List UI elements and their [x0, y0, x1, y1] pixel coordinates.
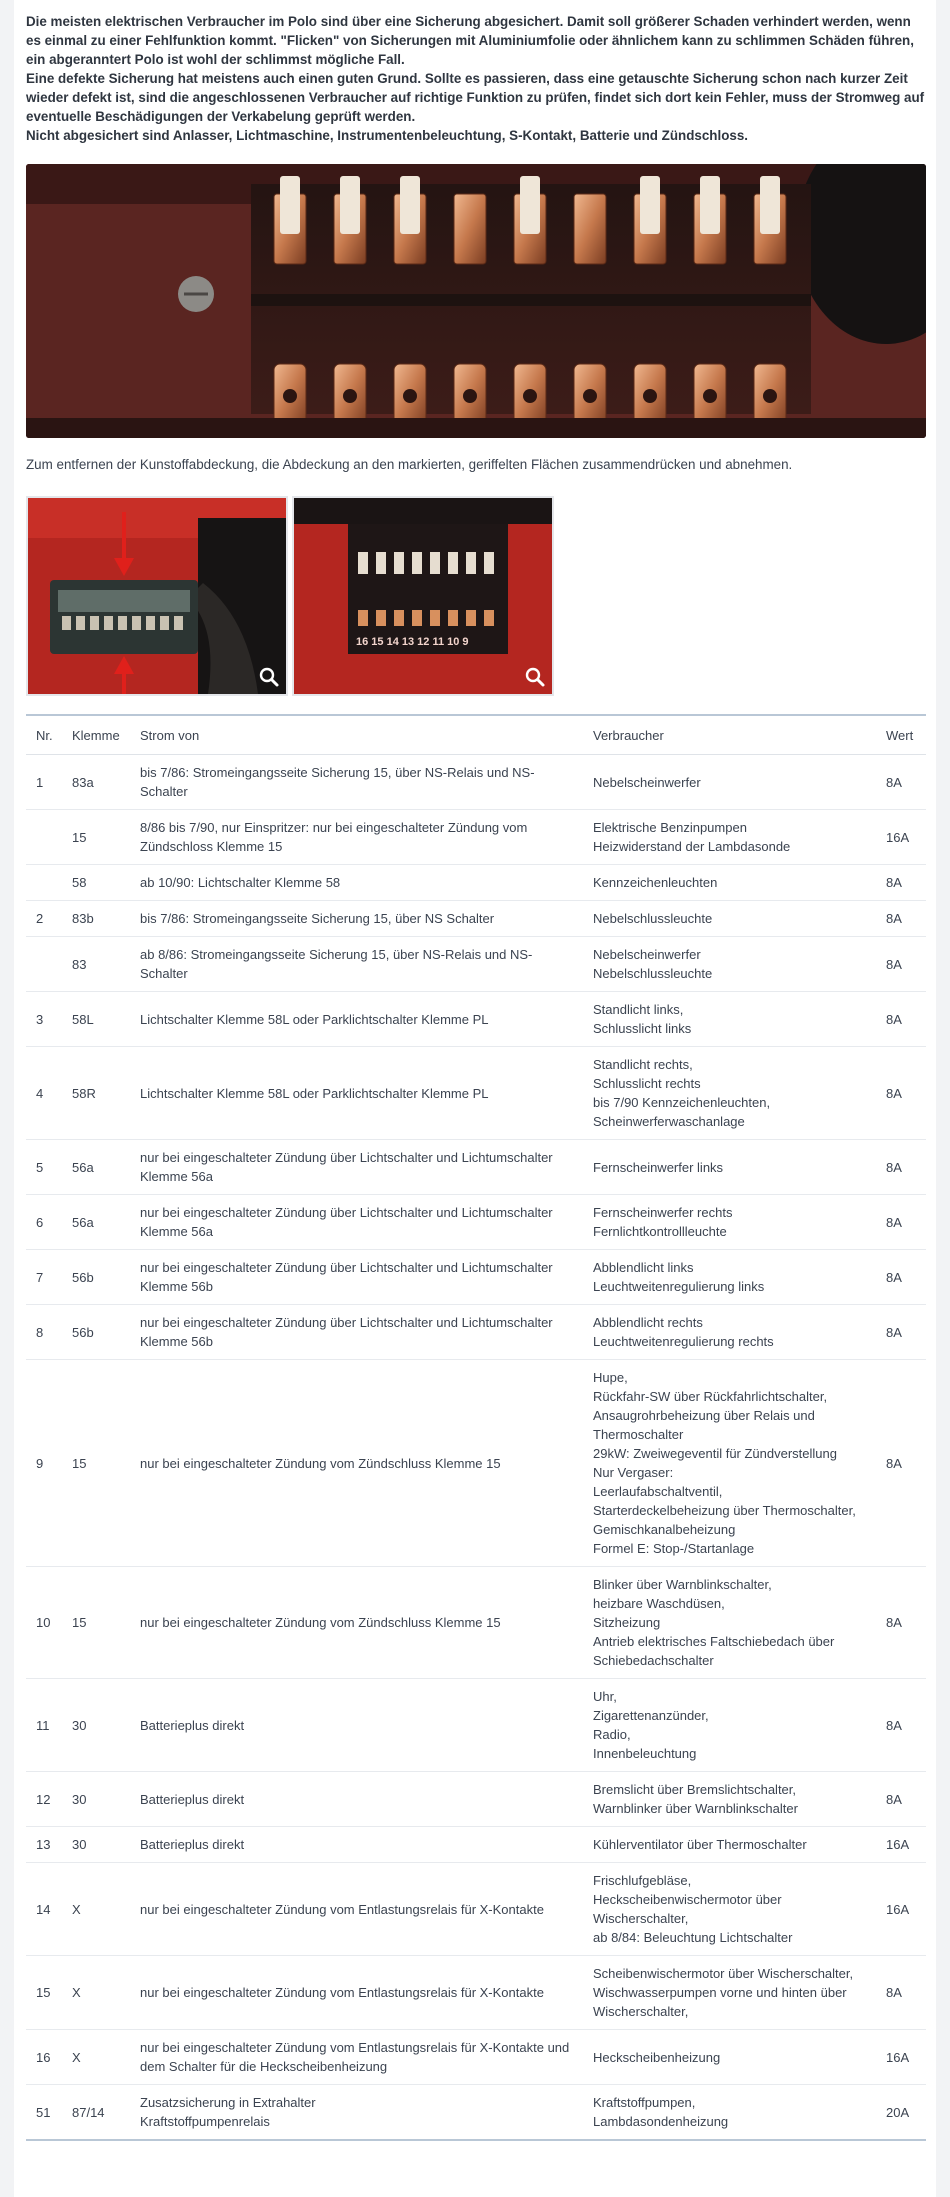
cell-verbraucher: Blinker über Warnblinkschalter, heizbare Waschdüsen, Sitzheizung Antrieb elektrisches Faltschiebedach über Schiebedachschalter	[583, 1567, 876, 1679]
cell-nr: 12	[26, 1772, 62, 1827]
cell-strom-von: ab 10/90: Lichtschalter Klemme 58	[130, 865, 583, 901]
cell-verbraucher: Kraftstoffpumpen, Lambdasondenheizung	[583, 2085, 876, 2141]
zoom-icon[interactable]	[258, 666, 280, 688]
cell-klemme: 15	[62, 1567, 130, 1679]
cell-nr: 1	[26, 755, 62, 810]
thumbnail-open-fuse-box[interactable]	[292, 496, 554, 696]
cell-nr	[26, 810, 62, 865]
cell-strom-von: nur bei eingeschalteter Zündung über Lichtschalter und Lichtumschalter Klemme 56b	[130, 1305, 583, 1360]
cell-nr: 16	[26, 2030, 62, 2085]
fuse-box-photo	[26, 164, 926, 438]
cell-wert: 8A	[876, 1250, 926, 1305]
cell-nr: 15	[26, 1956, 62, 2030]
cell-verbraucher: Fernscheinwerfer rechts Fernlichtkontrollleuchte	[583, 1195, 876, 1250]
cell-klemme: 56b	[62, 1305, 130, 1360]
cell-wert: 16A	[876, 1827, 926, 1863]
cell-verbraucher: Frischlufgebläse, Heckscheibenwischermotor über Wischerschalter, ab 8/84: Beleuchtung Lichtschalter	[583, 1863, 876, 1956]
cell-wert: 16A	[876, 2030, 926, 2085]
cell-wert: 8A	[876, 1047, 926, 1140]
cell-strom-von: nur bei eingeschalteter Zündung vom Entlastungsrelais für X-Kontakte und dem Schalter für die Heckscheibenheizung	[130, 2030, 583, 2085]
cell-nr: 6	[26, 1195, 62, 1250]
cell-verbraucher: Uhr, Zigarettenanzünder, Radio, Innenbeleuchtung	[583, 1679, 876, 1772]
cell-verbraucher: Elektrische Benzinpumpen Heizwiderstand der Lambdasonde	[583, 810, 876, 865]
fuse-table-container	[26, 714, 926, 2141]
table-row	[26, 810, 926, 865]
table-row	[26, 1772, 926, 1827]
cell-wert: 8A	[876, 1140, 926, 1195]
cell-strom-von: nur bei eingeschalteter Zündung über Lichtschalter und Lichtumschalter Klemme 56a	[130, 1195, 583, 1250]
cell-klemme: X	[62, 2030, 130, 2085]
table-row	[26, 755, 926, 810]
cell-nr: 2	[26, 901, 62, 937]
cell-verbraucher: Hupe, Rückfahr-SW über Rückfahrlichtschalter, Ansaugrohrbeheizung über Relais und Thermoschalter 29kW: Zweiwegeventil für Zündverstellung Nur Vergaser: Leerlaufabschaltventil, Starterdeckelbeheizung über Thermoschalter, Gemischkanalbeheizung Formel E: Stop-/Startanlage	[583, 1360, 876, 1567]
cell-nr: 13	[26, 1827, 62, 1863]
table-header-row	[26, 716, 926, 755]
fuse-table-body	[26, 755, 926, 2141]
cell-wert: 16A	[876, 810, 926, 865]
cell-wert: 8A	[876, 1956, 926, 2030]
table-row	[26, 937, 926, 992]
cell-nr: 11	[26, 1679, 62, 1772]
cell-klemme: 15	[62, 1360, 130, 1567]
cell-strom-von: Lichtschalter Klemme 58L oder Parklichtschalter Klemme PL	[130, 1047, 583, 1140]
intro-paragraph-2: Eine defekte Sicherung hat meistens auch einen guten Grund. Sollte es passieren, dass eine getauschte Sicherung schon nach kurzer Zeit wieder defekt ist, sind die angeschlossenen Verbraucher auf richtige Funktion zu prüfen, findet sich dort kein Fehler, muss der Stromweg auf eventuelle Beschädigungen der Verkabelung geprüft werden.	[26, 71, 925, 124]
cell-nr: 5	[26, 1140, 62, 1195]
cell-klemme: 58	[62, 865, 130, 901]
cell-klemme: 83	[62, 937, 130, 992]
cell-verbraucher: Abblendlicht rechts Leuchtweitenregulierung rechts	[583, 1305, 876, 1360]
cell-klemme: 58L	[62, 992, 130, 1047]
cell-verbraucher: Abblendlicht links Leuchtweitenregulierung links	[583, 1250, 876, 1305]
cell-klemme: 56b	[62, 1250, 130, 1305]
header-wert: Wert	[876, 716, 926, 755]
table-row	[26, 992, 926, 1047]
cell-wert: 8A	[876, 1772, 926, 1827]
cell-strom-von: Zusatzsicherung in Extrahalter Kraftstoffpumpenrelais	[130, 2085, 583, 2141]
cell-verbraucher: Nebelscheinwerfer Nebelschlussleuchte	[583, 937, 876, 992]
cell-klemme: 58R	[62, 1047, 130, 1140]
header-nr: Nr.	[26, 716, 62, 755]
cell-verbraucher: Heckscheibenheizung	[583, 2030, 876, 2085]
cell-wert: 8A	[876, 1360, 926, 1567]
cell-nr	[26, 865, 62, 901]
cell-wert: 8A	[876, 901, 926, 937]
header-strom-von: Strom von	[130, 716, 583, 755]
cell-wert: 16A	[876, 1863, 926, 1956]
content-page	[14, 0, 936, 2197]
cell-verbraucher: Nebelscheinwerfer	[583, 755, 876, 810]
cell-verbraucher: Bremslicht über Bremslichtschalter, Warnblinker über Warnblinkschalter	[583, 1772, 876, 1827]
cell-klemme: 56a	[62, 1140, 130, 1195]
cell-wert: 20A	[876, 2085, 926, 2141]
table-row	[26, 1140, 926, 1195]
cell-klemme: 15	[62, 810, 130, 865]
cell-strom-von: ab 8/86: Stromeingangsseite Sicherung 15, über NS-Relais und NS-Schalter	[130, 937, 583, 992]
cell-wert: 8A	[876, 865, 926, 901]
cell-verbraucher: Kennzeichenleuchten	[583, 865, 876, 901]
intro-text	[26, 12, 926, 145]
cell-verbraucher: Fernscheinwerfer links	[583, 1140, 876, 1195]
cell-klemme: 83a	[62, 755, 130, 810]
cell-wert: 8A	[876, 1679, 926, 1772]
cell-nr: 8	[26, 1305, 62, 1360]
intro-paragraph-3: Nicht abgesichert sind Anlasser, Lichtmaschine, Instrumentenbeleuchtung, S-Kontakt, Batterie und Zündschloss.	[26, 128, 748, 143]
cell-nr: 10	[26, 1567, 62, 1679]
cell-strom-von: nur bei eingeschalteter Zündung über Lichtschalter und Lichtumschalter Klemme 56b	[130, 1250, 583, 1305]
table-row	[26, 1679, 926, 1772]
header-verbraucher: Verbraucher	[583, 716, 876, 755]
table-row	[26, 901, 926, 937]
open-fuse-box-illustration	[294, 498, 552, 694]
cell-wert: 8A	[876, 1567, 926, 1679]
thumbnail-cover-removal[interactable]	[26, 496, 288, 696]
cell-strom-von: Lichtschalter Klemme 58L oder Parklichtschalter Klemme PL	[130, 992, 583, 1047]
fuse-box-illustration	[26, 164, 926, 438]
cell-strom-von: Batterieplus direkt	[130, 1827, 583, 1863]
table-row	[26, 1956, 926, 2030]
cell-nr: 7	[26, 1250, 62, 1305]
cell-wert: 8A	[876, 992, 926, 1047]
cell-strom-von: nur bei eingeschalteter Zündung vom Zündschluss Klemme 15	[130, 1567, 583, 1679]
table-row	[26, 1863, 926, 1956]
table-row	[26, 865, 926, 901]
intro-paragraph-1: Die meisten elektrischen Verbraucher im Polo sind über eine Sicherung abgesichert. Damit soll größerer Schaden verhindert werden, wenn es einmal zu einer Fehlfunktion kommt. "Flicken" von Sicherungen mit Aluminiumfolie oder ähnlichem kann zu schlimmen Schäden führen, ein abgeranntert Polo ist wohl der schlimmst mögliche Fall.	[26, 14, 914, 67]
cell-nr: 4	[26, 1047, 62, 1140]
zoom-icon[interactable]	[524, 666, 546, 688]
cell-nr: 14	[26, 1863, 62, 1956]
table-row	[26, 1250, 926, 1305]
cell-klemme: 87/14	[62, 2085, 130, 2141]
cell-strom-von: bis 7/86: Stromeingangsseite Sicherung 15, über NS Schalter	[130, 901, 583, 937]
cell-strom-von: nur bei eingeschalteter Zündung über Lichtschalter und Lichtumschalter Klemme 56a	[130, 1140, 583, 1195]
table-row	[26, 1305, 926, 1360]
cell-verbraucher: Scheibenwischermotor über Wischerschalter, Wischwasserpumpen vorne und hinten über Wischerschalter,	[583, 1956, 876, 2030]
table-row	[26, 2085, 926, 2141]
cell-klemme: 30	[62, 1827, 130, 1863]
cell-strom-von: Batterieplus direkt	[130, 1772, 583, 1827]
cell-klemme: X	[62, 1863, 130, 1956]
cell-strom-von: 8/86 bis 7/90, nur Einspritzer: nur bei eingeschalteter Zündung vom Zündschloss Klemme 15	[130, 810, 583, 865]
table-row	[26, 1047, 926, 1140]
table-row	[26, 1195, 926, 1250]
cell-wert: 8A	[876, 1195, 926, 1250]
header-klemme: Klemme	[62, 716, 130, 755]
cell-strom-von: nur bei eingeschalteter Zündung vom Zündschluss Klemme 15	[130, 1360, 583, 1567]
fuse-table	[26, 716, 926, 2141]
cell-verbraucher: Kühlerventilator über Thermoschalter	[583, 1827, 876, 1863]
cell-verbraucher: Nebelschlussleuchte	[583, 901, 876, 937]
cell-wert: 8A	[876, 937, 926, 992]
table-row	[26, 1827, 926, 1863]
cell-strom-von: bis 7/86: Stromeingangsseite Sicherung 15, über NS-Relais und NS-Schalter	[130, 755, 583, 810]
cell-klemme: 83b	[62, 901, 130, 937]
table-row	[26, 1360, 926, 1567]
cell-wert: 8A	[876, 1305, 926, 1360]
cell-strom-von: nur bei eingeschalteter Zündung vom Entlastungsrelais für X-Kontakte	[130, 1863, 583, 1956]
cell-nr	[26, 937, 62, 992]
cover-photo-illustration	[28, 498, 286, 694]
cell-nr: 51	[26, 2085, 62, 2141]
cell-wert: 8A	[876, 755, 926, 810]
cell-verbraucher: Standlicht links, Schlusslicht links	[583, 992, 876, 1047]
fuse-number-labels: 16 15 14 13 12 11 10 9	[356, 636, 469, 648]
cover-removal-caption: Zum entfernen der Kunstoffabdeckung, die Abdeckung an den markierten, geriffelten Flächen zusammendrücken und abnehmen.	[26, 457, 793, 472]
cell-klemme: 30	[62, 1679, 130, 1772]
table-row	[26, 1567, 926, 1679]
cell-klemme: 56a	[62, 1195, 130, 1250]
cell-strom-von: Batterieplus direkt	[130, 1679, 583, 1772]
table-row	[26, 2030, 926, 2085]
cell-klemme: X	[62, 1956, 130, 2030]
cell-nr: 3	[26, 992, 62, 1047]
cell-nr: 9	[26, 1360, 62, 1567]
cell-strom-von: nur bei eingeschalteter Zündung vom Entlastungsrelais für X-Kontakte	[130, 1956, 583, 2030]
cell-klemme: 30	[62, 1772, 130, 1827]
cell-verbraucher: Standlicht rechts, Schlusslicht rechts bis 7/90 Kennzeichenleuchten, Scheinwerferwaschanlage	[583, 1047, 876, 1140]
